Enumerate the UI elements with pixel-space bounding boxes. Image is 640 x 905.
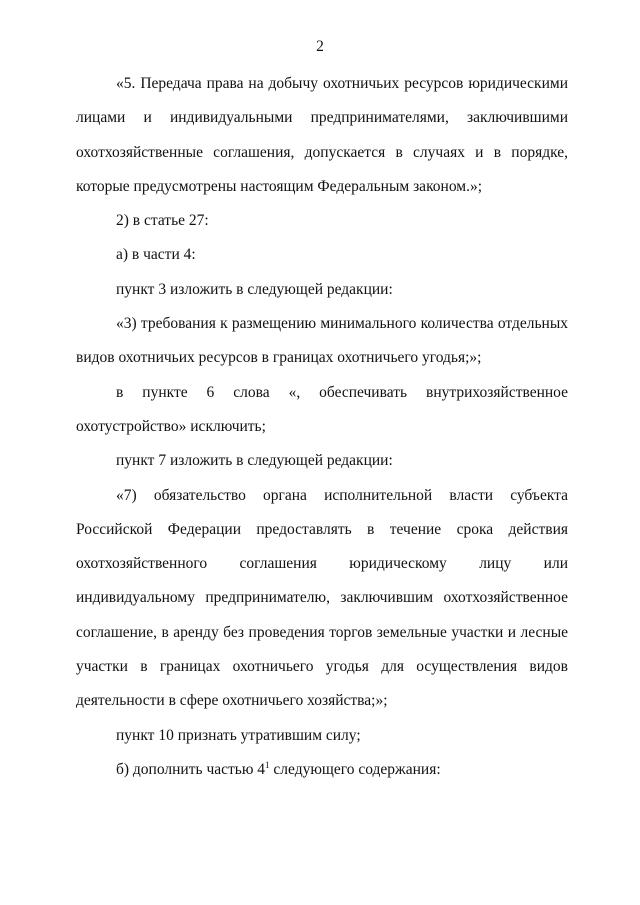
paragraph-point-3-instruction: пункт 3 изложить в следующей редакции:	[116, 280, 393, 298]
paragraph-item-5-transfer-of-rights: «5. Передача права на добычу охотничьих ресурсов юридическими лицами и индивидуальными предпринимателями, заключившими охотхозяйственные соглашения, допускается в случаях и в порядке, которые предусмотрены настоящим Федеральным законом.»;	[76, 75, 568, 195]
paragraph-point-6-instruction: в пункте 6 слова «, обеспечивать внутрихозяйственное охотустройство» исключить;	[76, 383, 568, 435]
paragraph-article-27: 2) в статье 27:	[116, 212, 209, 230]
paragraph-part-4-1	[76, 753, 568, 787]
page-number: 2	[316, 38, 324, 55]
paragraph-part-4: а) в части 4:	[116, 246, 196, 264]
paragraph-part-4-1-text-after: следующего содержания:	[269, 760, 441, 778]
superscript-1: 1	[265, 759, 270, 770]
paragraph-part-4-1-text-before: б) дополнить частью 4	[116, 760, 266, 778]
document-body	[76, 67, 568, 787]
paragraph-point-7-text: «7) обязательство органа исполнительной власти субъекта Российской Федерации предоставлять в течение срока действия охотхозяйственного соглашения юридическому лицу или индивидуальному предпринимателю, заключившим охотхозяйственное соглашение, в аренду без проведения торгов земельные участки и лесные участки в границах охотничьего угодья для осуществления видов деятельности в сфере охотничьего хозяйства;»;	[76, 486, 568, 710]
paragraph-point-10: пункт 10 признать утратившим силу;	[116, 726, 361, 744]
paragraph-point-3-text: «3) требования к размещению минимального количества отдельных видов охотничьих ресурсов в границах охотничьего угодья;»;	[76, 315, 568, 367]
paragraph-point-7-instruction: пункт 7 изложить в следующей редакции:	[116, 452, 393, 470]
